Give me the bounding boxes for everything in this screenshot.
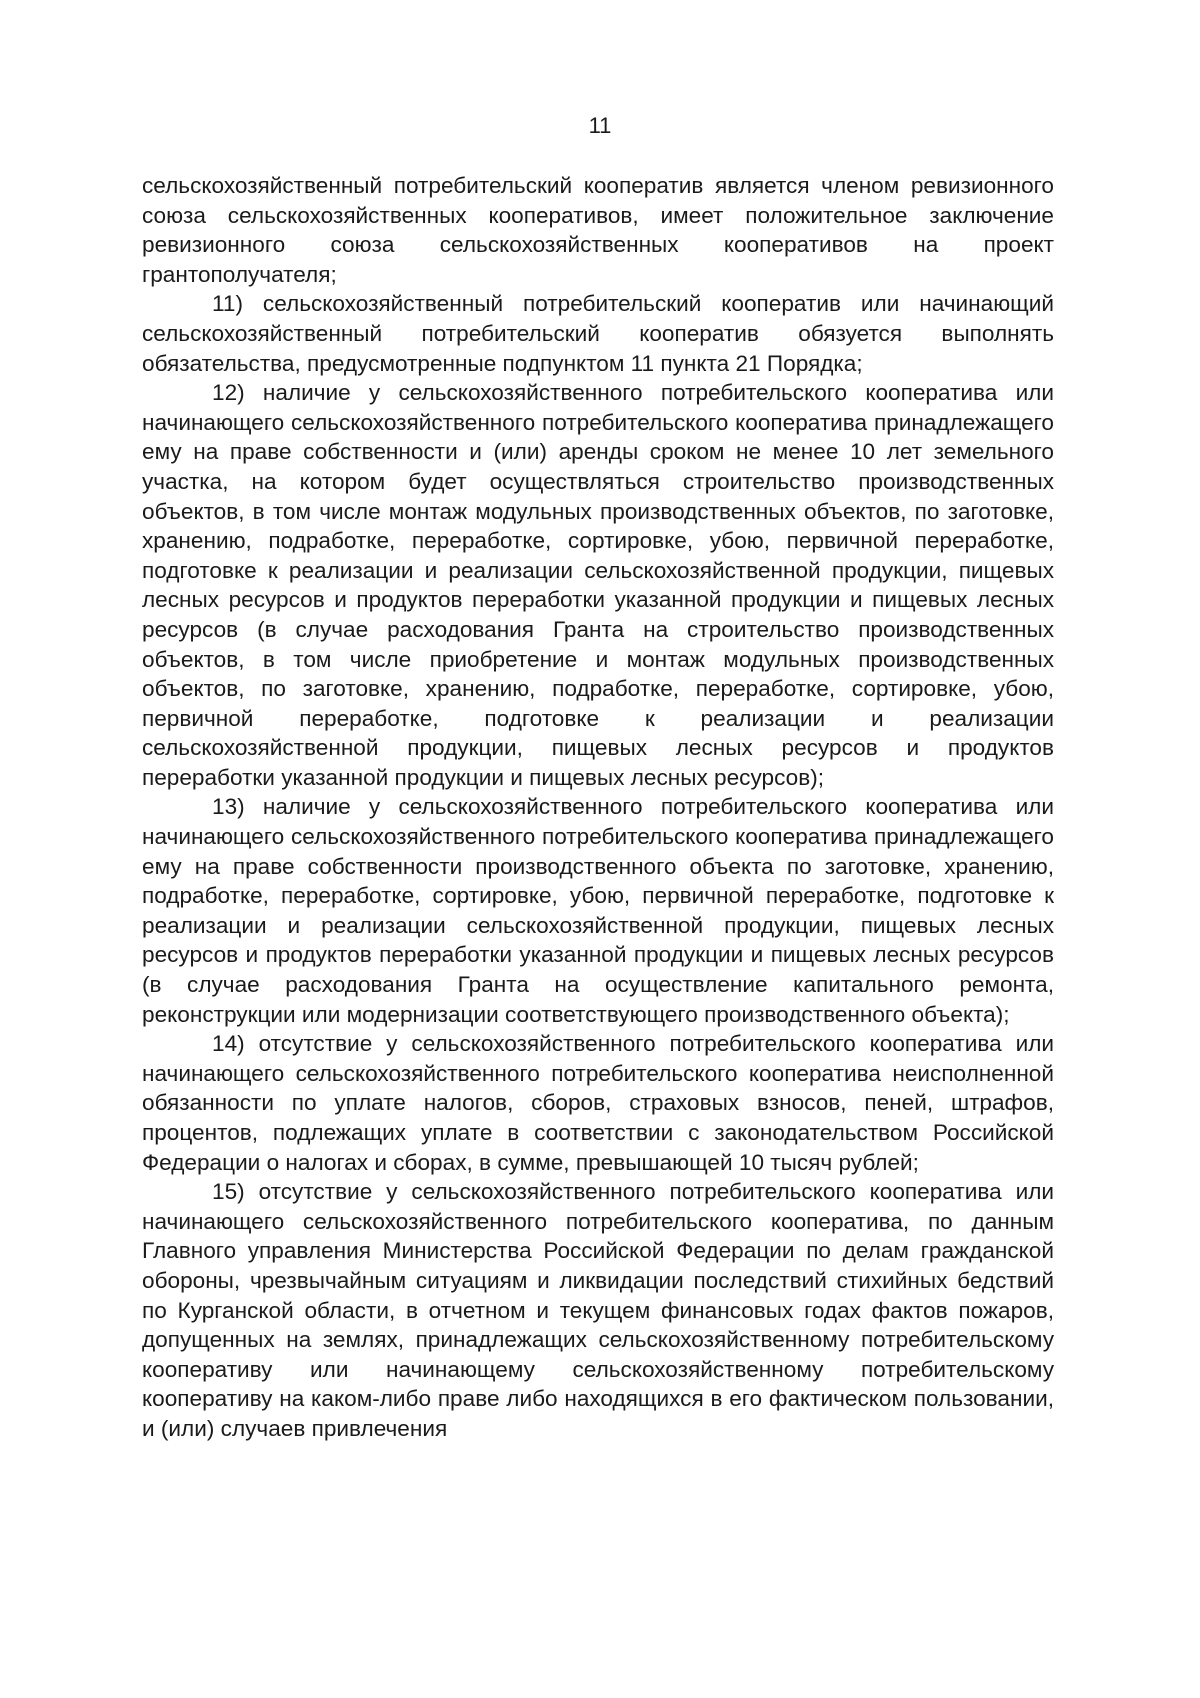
paragraph-item-14: 14) отсутствие у сельскохозяйственного потребительского кооператива или начинающего сельскохозяйственного потребительского кооператива неисполненной обязанности по уплате налогов, сборов, страховых взносов, пеней, штрафов, процентов, подлежащих уплате в соответствии с законодательством Российской Федерации о налогах и сборах, в сумме, превышающей 10 тысяч рублей; [142,1031,1054,1175]
paragraph-item-11: 11) сельскохозяйственный потребительский кооператив или начинающий сельскохозяйственный потребительский кооператив обязуется выполнять обязательства, предусмотренные подпунктом 11 пункта 21 Порядка; [142,291,1054,376]
paragraph-item-15: 15) отсутствие у сельскохозяйственного потребительского кооператива или начинающего сельскохозяйственного потребительского кооператива, по данным Главного управления Министерства Российской Федерации по делам гражданской обороны, чрезвычайным ситуациям и ликвидации последствий стихийных бедствий по Курганской области, в отчетном и текущем финансовых годах фактов пожаров, допущенных на землях, принадлежащих сельскохозяйственному потребительскому кооперативу или начинающему сельскохозяйственному потребительскому кооперативу на каком-либо праве либо находящихся в его фактическом пользовании, и (или) случаев привлечения [142,1179,1054,1441]
paragraph-item-13: 13) наличие у сельскохозяйственного потребительского кооператива или начинающего сельскохозяйственного потребительского кооператива принадлежащего ему на праве собственности производственного объекта по заготовке, хранению, подработке, переработке, сортировке, убою, первичной переработке, подготовке к реализации и реализации сельскохозяйственной продукции, пищевых лесных ресурсов и продуктов переработки указанной продукции и пищевых лесных ресурсов (в случае расходования Гранта на осуществление капитального ремонта, реконструкции или модернизации соответствующего производственного объекта); [142,794,1054,1027]
page-number: 11 [588,113,612,138]
paragraph-continuation: сельскохозяйственный потребительский кооператив является членом ревизионного союза сельскохозяйственных кооперативов, имеет положительное заключение ревизионного союза сельскохозяйственных кооперативов на проект грантополучателя; [142,173,1054,287]
document-body [142,171,1054,1444]
paragraph-item-12: 12) наличие у сельскохозяйственного потребительского кооператива или начинающего сельскохозяйственного потребительского кооператива принадлежащего ему на праве собственности и (или) аренды сроком не менее 10 лет земельного участка, на котором будет осуществляться строительство производственных объектов, в том числе монтаж модульных производственных объектов, по заготовке, хранению, подработке, переработке, сортировке, убою, первичной переработке, подготовке к реализации и реализации сельскохозяйственной продукции, пищевых лесных ресурсов и продуктов переработки указанной продукции и пищевых лесных ресурсов (в случае расходования Гранта на строительство производственных объектов, в том числе приобретение и монтаж модульных производственных объектов, по заготовке, хранению, подработке, переработке, сортировке, убою, первичной переработке, подготовке к реализации и реализации сельскохозяйственной продукции, пищевых лесных ресурсов и продуктов переработки указанной продукции и пищевых лесных ресурсов); [142,380,1054,790]
